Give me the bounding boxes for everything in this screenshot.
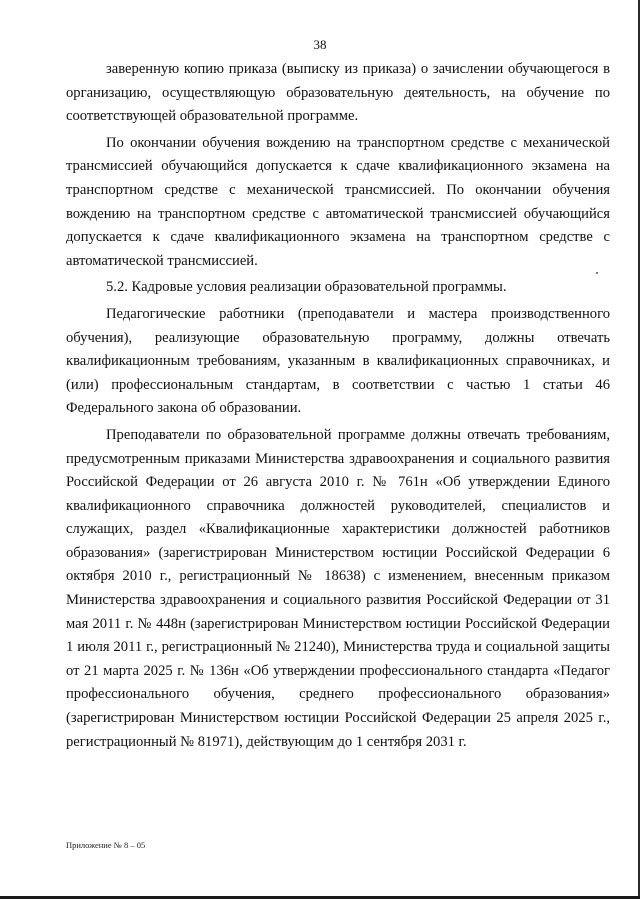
scan-speck [596, 272, 598, 274]
paragraph-staff-requirements: Педагогические работники (преподаватели и мастера производственного обучения), реализующие образовательную программу, должны отвечать квалификационным требованиям, указанным в квалификационных справочниках, и (или) профессиональным стандартам, в соответствии с частью 1 статьи 46 Федерального закона об образовании. [66, 305, 610, 417]
footer-annex-label: Приложение № 8 – 05 [66, 840, 146, 850]
section-heading-5-2: 5.2. Кадровые условия реализации образовательной программы. [106, 279, 507, 296]
paragraph-continuation: заверенную копию приказа (выписку из приказа) о зачислении обучающегося в организацию, осуществляющую образовательную деятельность, на обучение по соответствующей образовательной программе. [66, 61, 610, 125]
paragraph-teacher-requirements: Преподаватели по образовательной программе должны отвечать требованиям, предусмотренным приказами Министерства здравоохранения и социального развития Российской Федерации от 26 августа 2010 г. № 761н «Об утверждении Единого квалификационного справочника должностей руководителей, специалистов и служащих, раздел «Квалификационные характеристики должностей работников образования» (зарегистрирован Министерством юстиции Российской Федерации 6 октября 2010 г., регистрационный № 18638) с изменением, внесенным приказом Министерства здравоохранения и социального развития Российской Федерации от 31 мая 2011 г. № 448н (зарегистрирован Министерством юстиции Российской Федерации 1 июля 2011 г., регистрационный № 21240), Министерства труда и социальной защиты от 21 марта 2025 г. № 136н «Об утверждении профессионального стандарта «Педагог профессионального обучения, среднего профессионального образования» (зарегистрирован Министерством юстиции Российской Федерации 25 апреля 2025 г., регистрационный № 81971), действующим до 1 сентября 2031 г. [66, 426, 610, 750]
page-number: 38 [313, 37, 327, 52]
body-text [66, 58, 610, 754]
paragraph-driving-exam: По окончании обучения вождению на транспортном средстве с механической трансмиссией обучающийся допускается к сдаче квалификационного экзамена на транспортном средстве с механической трансмиссией. По окончании обучения вождению на транспортном средстве с автоматической трансмиссией обучающийся допускается к сдаче квалификационного экзамена на транспортном средстве с автоматической трансмиссией. [66, 134, 610, 269]
